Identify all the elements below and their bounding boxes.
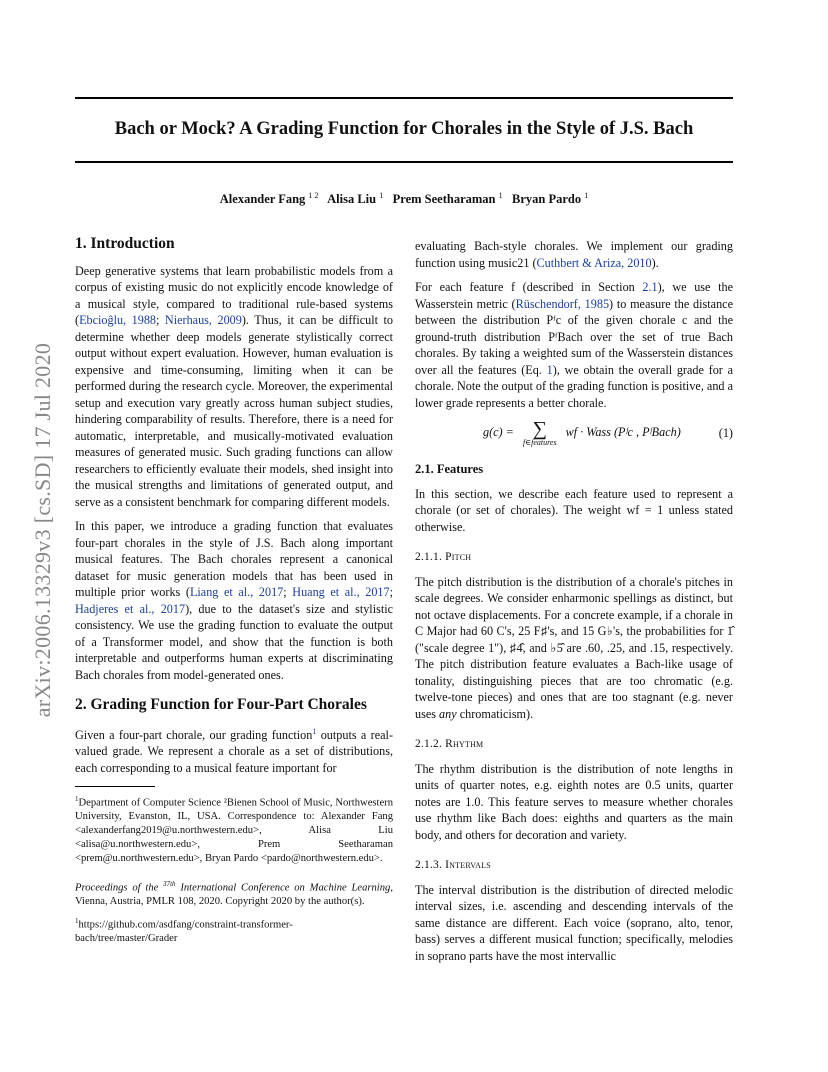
footnote-github-url: $^1$https://github.com/asdfang/constraint-transformer-bach/tree/master/Grader — [75, 916, 293, 945]
citation-link[interactable]: Ebcioĝlu, 1988 — [79, 313, 157, 327]
subsubsection-heading-pitch: 2.1.1. Pitch — [415, 551, 472, 563]
rhythm-paragraph: The rhythm distribution is the distribution of note lengths in units of quarter notes, e.g. eighth notes are 0.5 units, quarter notes are 1.0. This feature serves to measure whether chorales use rhythm like Bach does: eighths and quarters as the main body, and others for decoration and variety. — [415, 761, 733, 842]
author-name: Alisa Liu — [327, 192, 377, 207]
citation-link[interactable]: Liang et al., 2017 — [189, 585, 284, 599]
paragraph-wasserstein: For each feature f (described in Section 2.1), we use the Wasserstein metric (Rüschendorf, 1985) to measure the distance between the distribution Pᶠc of the given chorale c and the ground-truth distribution PᶠBach over the set of true Bach chorales. By taking a weighted sum of the Wasserstein distances over all the features (Eq. 1), we obtain the overall grade for a chorale. Note the output of the grading function is positive, and a lower grade represents a better chorale. — [415, 280, 733, 410]
author-list — [75, 191, 733, 207]
footnote-proceedings: Proceedings of the $^{37th}$ International Conference on Machine Learning, Vienna, Austria, PMLR 108, 2020. Copyright 2020 by the author(s). — [75, 879, 393, 907]
section-heading-introduction: 1. Introduction — [75, 235, 175, 252]
citation-link[interactable]: Nierhaus, 2009 — [164, 313, 242, 327]
author-affiliation: 1 — [379, 191, 384, 200]
author-name: Bryan Pardo — [511, 192, 582, 207]
author-affiliation: 1 — [584, 191, 589, 200]
arxiv-watermark: arXiv:2006.13329v3 [cs.SD] 17 Jul 2020 — [30, 342, 55, 718]
citation-link[interactable]: Rüschendorf, 1985 — [515, 296, 610, 311]
author-name: Alexander Fang — [219, 192, 306, 207]
author-affiliation: 1 2 — [308, 191, 319, 200]
footnote-marker[interactable]: 1 — [312, 726, 317, 736]
footnote-affiliations: $^1$Department of Computer Science ²Bienen School of Music, Northwestern University, Evanston, IL, USA. Correspondence to: Alexander Fang <alexanderfang2019@u.northwestern.edu>, Alisa Liu <alisa@u.northwestern.edu>, Prem Seetharaman <prem@u.northwestern.edu>, Bryan Pardo <pardo@northwestern.edu>. — [75, 795, 393, 864]
paper-title: Bach or Mock? A Grading Function for Chorales in the Style of J.S. Bach — [114, 119, 694, 139]
subsection-heading-features: 2.1. Features — [415, 462, 484, 476]
equation-link[interactable]: 1 — [546, 362, 553, 377]
citation-link[interactable]: Huang et al., 2017 — [292, 585, 390, 599]
author-affiliation: 1 — [498, 191, 503, 200]
left-column — [75, 236, 393, 946]
title-rule-bottom — [75, 161, 733, 163]
right-column — [415, 238, 733, 964]
footnote-rule — [75, 786, 155, 787]
intervals-paragraph: The interval distribution is the distribution of directed melodic interval sizes, i.e. ascending and descending intervals of the same distance are different. Each voice (soprano, alto, tenor, bass) serves a different musical function; specifically, melodies in soprano parts have the most intervallic — [415, 882, 733, 963]
summation-index: f∈features — [522, 438, 557, 447]
subsubsection-heading-rhythm: 2.1.2. Rhythm — [415, 738, 484, 750]
citation-link[interactable]: Cuthbert & Ariza, 2010 — [536, 255, 652, 270]
equation-number: (1) — [718, 425, 733, 440]
pitch-paragraph: The pitch distribution is the distribution of a chorale's pitches in scale degrees. We consider enharmonic spellings as distinct, but not octave displacements. For a concrete example, if a chorale in C Major had 60 C's, 25 F♯'s, and 15 G♭'s, the probabilities for 1̂ ("scale degree 1"), ♯4̂, and ♭5̂ are .60, .25, and .15, respectively. The pitch distribution feature evaluates a Bach-like usage of tonality, distinguishing pieces that are too chromatic (e.g. twelve-tone pieces) and ones that are too stagnant (e.g. never uses any chromaticism). — [415, 574, 733, 721]
equation-grading-function — [415, 419, 733, 447]
section-heading-grading-function: 2. Grading Function for Four-Part Chorales — [75, 696, 367, 713]
title-rule-top — [75, 97, 733, 99]
section2-paragraph-1: Given a four-part chorale, our grading function$^1$ outputs a real-valued grade. We represent a chorale as a set of distributions, each corresponding to a musical feature important for — [75, 726, 394, 775]
citation-link[interactable]: Hadjeres et al., 2017 — [75, 601, 186, 616]
subsubsection-heading-intervals: 2.1.3. Intervals — [415, 859, 491, 871]
intro-paragraph-2: In this paper, we introduce a grading function that evaluates four-part chorales in the style of J.S. Bach along important musical features. The Bach chorales represent a canonical dataset for music generation models that has been used in multiple prior works (Liang et al., 2017; Huang et al., 2017; Hadjeres et al., 2017), due to the dataset's size and stylistic consistency. We use the grading function to evaluate the output of a Transformer model, and show that the function is both interpretable and outperforms human experts at discriminating Bach chorales from model-generated ones. — [75, 519, 394, 682]
paragraph-music21: evaluating Bach-style chorales. We implement our grading function using music21 (Cuthbert & Ariza, 2010). — [415, 239, 733, 270]
equation-rhs: wf · Wass (Pᶠc , PᶠBach) — [565, 424, 681, 439]
summation-symbol: ∑ f∈features — [522, 418, 557, 447]
features-paragraph: In this section, we describe each feature used to represent a chorale (or set of chorales). The weight wf = 1 unless stated otherwise. — [415, 486, 733, 534]
author-name: Prem Seetharaman — [392, 192, 496, 207]
section-link[interactable]: 2.1 — [642, 280, 658, 294]
equation-lhs: g(c) = — [483, 424, 514, 439]
intro-paragraph-1: Deep generative systems that learn probabilistic models from a corpus of existing music do not explicitly encode knowledge of a musical style, compared to traditional rule-based systems (Ebcioĝlu, 1988; Nierhaus, 2009). Thus, it can be difficult to determine whether deep models generate stylistically correct output without expert evaluation. However, human evaluation is expensive and time-consuming, limiting when it can be performed during the research cycle. Moreover, the experimental setup and execution vary greatly across human subject studies, hindering comparability of results. Therefore, there is a need for automatic, interpretable, and musically-motivated evaluation measures of generated music. Such grading functions can allow researchers to efficiently evaluate their models, shed insight into the musical strengths and limitations of generated output, and serve as a consistent benchmark for comparing different models. — [75, 263, 393, 509]
